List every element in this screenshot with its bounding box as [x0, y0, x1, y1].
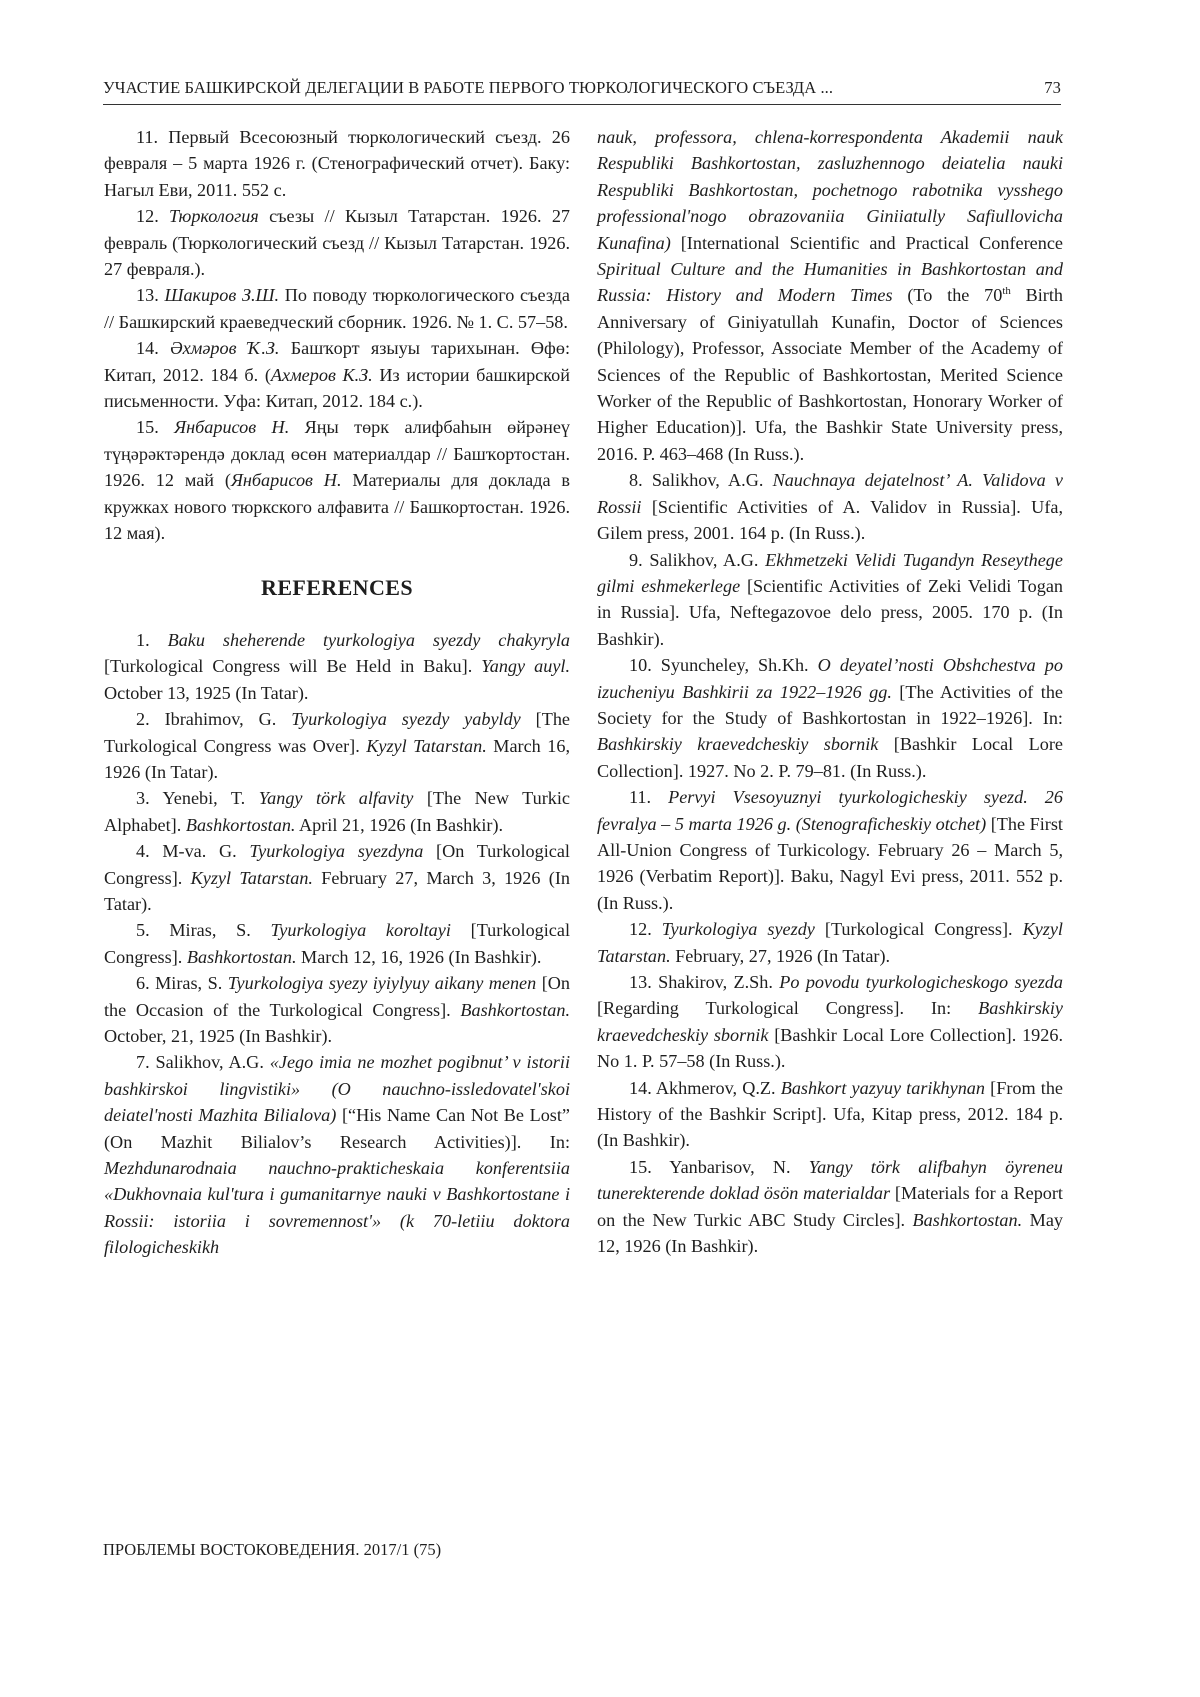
reference-entry	[597, 784, 1063, 916]
text-run: [The First All-Union Congress of Turkicology. February 26 – March 5, 1926 (Verbatim Report)]. Baku, Nagyl Evi press, 2011. 552 p. (In Russ.).	[597, 813, 1063, 913]
text-run: 13. Shakirov, Z.Sh.	[629, 972, 780, 992]
italic-run: nauk, professora, chlena-korrespondenta Akademii nauk Respubliki Bashkortostan, zasluzhennogo deiatelia nauki Respubliki Bashkortostan, pochetnogo rabotnika vysshego professional'nogo obrazovaniia Giniiatully Safiullovicha Kunafina)	[597, 127, 1063, 253]
header-rule	[103, 104, 1061, 105]
italic-run: Tyurkologiya syezdy yabyldy	[291, 709, 521, 730]
text-run: [Turkological Congress].	[104, 920, 571, 967]
text-run: 10. Syuncheley, Sh.Kh.	[629, 655, 818, 676]
italic-run: Tyurkologiya koroltayi	[270, 920, 451, 941]
text-run: Материалы для доклада в кружках нового тюркского алфавита // Башкортостан. 1926. 12 мая).	[104, 470, 571, 544]
text-run: [Bashkir Local Lore Collection]. 1927. No 2. P. 79–81. (In Russ.).	[597, 734, 1063, 781]
italic-run: Bashkortostan.	[185, 814, 296, 835]
text-run: [“His Name Can Not Be Lost” (On Mazhit Bilialov’s Research Activities)]. In:	[104, 1105, 570, 1152]
text-run: [Turkological Congress].	[814, 919, 1023, 940]
reference-entry	[597, 969, 1063, 1075]
reference-entry	[597, 916, 1063, 969]
text-run: [The New Turkic Alphabet].	[104, 788, 571, 835]
text-run: [On the Occasion of the Turkological Congress].	[104, 973, 571, 1020]
italic-run: Ахмеров К.З.	[270, 364, 373, 385]
reference-entry	[104, 838, 570, 917]
text-run: съезы // Кызыл Татарстан. 1926. 27 февраль (Тюркологический съезд // Кызыл Татарстан. 1926. 27 февраля.).	[104, 206, 571, 280]
text-run: 9. Salikhov, A.G.	[629, 549, 766, 570]
text-run: March 12, 16, 1926 (In Bashkir).	[296, 946, 542, 967]
reference-entry	[104, 335, 570, 414]
text-run: 6. Miras, S.	[136, 973, 228, 994]
italic-run: Spiritual Culture and the Humanities in Bashkortostan and Russia: History and Modern Times	[597, 259, 1063, 306]
page-number: 73	[1044, 78, 1061, 97]
text-run: 2. Ibrahimov, G.	[136, 709, 292, 730]
reference-entry	[597, 1154, 1063, 1260]
italic-run: O deyatel’nosti Obshchestva po izucheniyu Bashkirii za 1922–1926 gg.	[597, 655, 1063, 702]
italic-run: Тюркология	[169, 206, 259, 227]
text-run: February 27, March 3, 1926 (In Tatar).	[104, 867, 570, 914]
italic-run: Baku sheherende tyurkologiya syezdy chakyryla	[167, 629, 571, 650]
reference-entry	[597, 1075, 1063, 1154]
text-run: [Turkological Congress will Be Held in Baku].	[104, 656, 482, 677]
italic-run: Янбарисов Н.	[174, 417, 290, 438]
text-run: 12.	[629, 919, 662, 940]
reference-entry	[104, 414, 570, 546]
italic-run: Ekhmetzeki Velidi Tugandyn Reseythege gilmi eshmekerlege	[597, 549, 1063, 596]
left-column	[104, 124, 570, 1261]
text-run: October 13, 1925 (In Tatar).	[104, 682, 309, 703]
italic-run: «Jego imia ne mozhet pogibnut’ v istorii bashkirskoi lingvistiki» (O nauchno-issledovatel'skoi deiatel'nosti Mazhita Bilialova)	[104, 1052, 570, 1126]
italic-run: Bashkort yazyuy tarikhynan	[780, 1077, 985, 1098]
reference-entry	[597, 467, 1063, 546]
italic-run: Yangy auyl.	[481, 656, 570, 677]
italic-run: Kyzyl Tatarstan.	[597, 919, 1063, 966]
running-title: УЧАСТИЕ БАШКИРСКОЙ ДЕЛЕГАЦИИ В РАБОТЕ ПЕРВОГО ТЮРКОЛОГИЧЕСКОГО СЪЕЗДА ...	[103, 78, 834, 97]
text-run: 3. Yenebi, T.	[136, 788, 259, 809]
reference-entry	[104, 917, 570, 970]
italic-run: Yangy törk alfavity	[258, 788, 414, 809]
italic-run: Yangy törk alifbahyn öyreneu tunerekterende doklad ösön materialdar	[597, 1156, 1063, 1204]
cyrillic-source-list	[104, 124, 570, 547]
italic-run: Kyzyl Tatarstan.	[190, 867, 313, 888]
italic-run: Bashkortostan.	[912, 1209, 1023, 1230]
text-run: [From the History of the Bashkir Script]. Ufa, Kitap press, 2012. 184 p. (In Bashkir).	[597, 1077, 1063, 1151]
text-run: 5. Miras, S.	[136, 920, 271, 941]
text-run: [The Activities of the Society for the Study of Bashkortostan in 1922–1926]. In:	[597, 681, 1063, 728]
text-run: 15.	[136, 417, 175, 438]
text-run: 8. Salikhov, A.G.	[629, 470, 773, 491]
reference-entry	[104, 203, 570, 282]
reference-entry	[104, 1049, 570, 1260]
reference-entry	[104, 706, 570, 785]
text-run: [Bashkir Local Lore Collection]. 1926. No 1. P. 57–58 (In Russ.).	[597, 1024, 1063, 1072]
italic-run: Bashkortostan.	[186, 946, 297, 967]
italic-run: Tyurkologiya syezdy	[661, 919, 815, 940]
text-run: March 16, 1926 (In Tatar).	[104, 735, 570, 782]
text-run: February, 27, 1926 (In Tatar).	[670, 945, 891, 966]
text-run: [Regarding Turkological Congress]. In:	[597, 998, 979, 1019]
text-run: 14. Akhmerov, Q.Z.	[629, 1077, 781, 1098]
superscript-run: th	[1002, 285, 1011, 298]
reference-entry	[597, 547, 1063, 653]
text-run: Из истории башкирской письменности. Уфа: Китап, 2012. 184 с.).	[104, 364, 570, 412]
text-run: 13.	[136, 285, 165, 306]
text-run: 15. Yanbarisov, N.	[629, 1156, 809, 1177]
text-run: 11. Первый Всесоюзный тюркологический съезд. 26 февраля – 5 марта 1926 г. (Стенографический отчет). Баку: Нагыл Еви, 2011. 552 с.	[104, 127, 570, 200]
italic-run: Янбарисов Н.	[230, 470, 342, 491]
references-list-right	[597, 124, 1063, 1259]
text-run: 4. M-va. G.	[136, 841, 250, 862]
text-run: Яңы төрк алифбаһын өйрәнеү түңәрәктәрендә доклад өсөн материалдар // Башҡортостан. 1926. 12 май (	[104, 417, 571, 491]
text-run: [The Turkological Congress was Over].	[104, 709, 571, 756]
text-run: [International Scientific and Practical Conference	[670, 232, 1063, 253]
references-heading: REFERENCES	[261, 574, 413, 600]
reference-entry	[104, 627, 570, 706]
italic-run: Bashkirskiy kraevedcheskiy sbornik	[597, 734, 879, 755]
text-run: 11.	[629, 787, 669, 808]
right-column	[597, 124, 1063, 1259]
text-run: October, 21, 1925 (In Bashkir).	[104, 1026, 333, 1046]
reference-entry	[104, 282, 570, 335]
text-run: Башҡорт языуы тарихынан. Өфө: Китап, 2012. 184 б. (	[104, 338, 570, 385]
text-run: 7. Salikhov, A.G.	[136, 1052, 270, 1073]
italic-run: Bashkortostan.	[460, 999, 570, 1020]
italic-run: Әхмәров Ҡ.З.	[170, 338, 280, 359]
italic-run: Nauchnaya dejatelnost’ A. Validova v Rossii	[597, 470, 1063, 517]
reference-entry	[597, 124, 1063, 467]
text-run: [Scientific Activities of A. Validov in Russia]. Ufa, Gilem press, 2001. 164 p. (In Russ.).	[597, 496, 1063, 544]
italic-run: Pervyi Vsesoyuznyi tyurkologicheskiy syezd. 26 fevralya – 5 marta 1926 g. (Stenograficheskiy otchet)	[597, 787, 1063, 834]
italic-run: Mezhdunarodnaia nauchno-prakticheskaia konferentsiia «Dukhovnaia kul'tura i gumanitarnye nauki v Bashkortostane i Rossii: istoriia i sovremennost'» (k 70-letiiu doktora filologicheskikh	[104, 1158, 570, 1258]
text-run: 14.	[136, 338, 170, 359]
italic-run: Bashkirskiy kraevedcheskiy sbornik	[597, 998, 1063, 1045]
text-run: По поводу тюркологического съезда // Башкирский краеведческий сборник. 1926. № 1. С. 57–58.	[104, 285, 571, 332]
italic-run: Po povodu tyurkologicheskogo syezda	[779, 972, 1063, 992]
reference-entry	[597, 652, 1063, 784]
text-run: 1.	[136, 629, 168, 650]
text-run: May 12, 1926 (In Bashkir).	[597, 1209, 1063, 1257]
text-run: [Materials for a Report on the New Turkic ABC Study Circles].	[597, 1183, 1063, 1230]
text-run: April 21, 1926 (In Bashkir).	[295, 814, 504, 835]
italic-run: Шакиров З.Ш.	[164, 285, 280, 306]
journal-footer: ПРОБЛЕМЫ ВОСТОКОВЕДЕНИЯ. 2017/1 (75)	[103, 1540, 442, 1559]
text-run: Birth Anniversary of Giniyatullah Kunafin, Doctor of Sciences (Philology), Professor, Associate Member of the Academy of Sciences of the Republic of Bashkortostan, Merited Science Worker of the Republic of Bashkortostan, Honorary Worker of Higher Education)]. Ufa, the Bashkir State University press, 2016. P. 463–468 (In Russ.).	[597, 285, 1064, 464]
text-run: (To the 70	[892, 285, 1003, 306]
italic-run: Kyzyl Tatarstan.	[366, 735, 487, 756]
text-run: 12.	[136, 206, 170, 227]
italic-run: Tyurkologiya syezy iyiylyuy aikany menen	[227, 973, 537, 994]
text-run: [On Turkological Congress].	[104, 841, 570, 888]
italic-run: Tyurkologiya syezdyna	[249, 841, 424, 862]
reference-entry	[104, 124, 570, 203]
reference-entry	[104, 970, 570, 1049]
text-run: [Scientific Activities of Zeki Velidi Togan in Russia]. Ufa, Neftegazovoe delo press, 2005. 170 p. (In Bashkir).	[597, 575, 1063, 649]
reference-entry	[104, 785, 570, 838]
references-list-left	[104, 627, 570, 1261]
